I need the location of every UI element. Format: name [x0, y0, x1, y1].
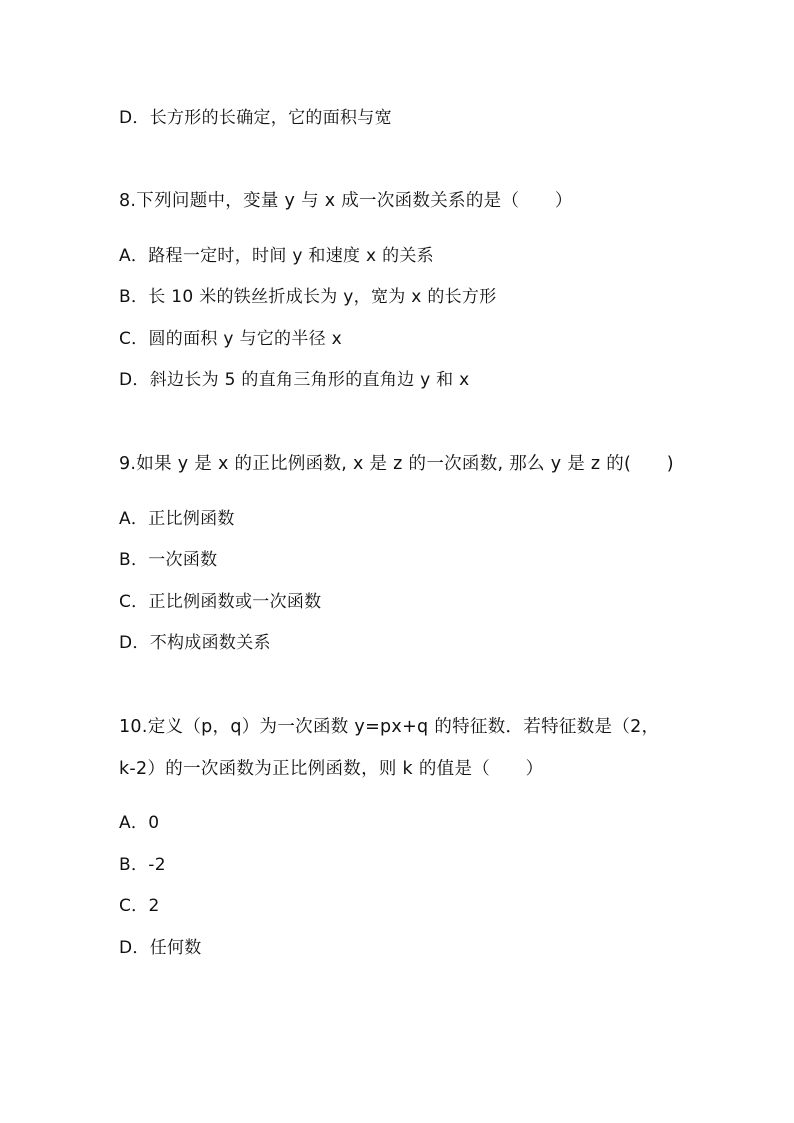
question-9: 9.如果 y 是 x 的正比例函数, x 是 z 的一次函数, 那么 y 是 z 的( )	[119, 454, 674, 474]
question-10-line-1: 10.定义（p，q）为一次函数 y=px+q 的特征数．若特征数是（2，	[119, 717, 660, 737]
q8-option-d: D．斜边长为 5 的直角三角形的直角边 y 和 x	[119, 370, 470, 390]
q10-option-a: A．0	[119, 813, 160, 833]
question-10-line-2: k-2）的一次函数为正比例函数，则 k 的值是（ ）	[119, 759, 544, 779]
question-8: 8.下列问题中，变量 y 与 x 成一次函数关系的是（ ）	[119, 191, 573, 211]
q10-option-c: C．2	[119, 896, 160, 916]
q9-option-b: B．一次函数	[119, 550, 218, 570]
q9-option-c: C．正比例函数或一次函数	[119, 592, 322, 612]
q8-option-c: C．圆的面积 y 与它的半径 x	[119, 329, 343, 349]
q8-option-a: A．路程一定时，时间 y 和速度 x 的关系	[119, 246, 434, 266]
q7-option-d: D．长方形的长确定，它的面积与宽	[119, 108, 392, 128]
q8-option-b: B．长 10 米的铁丝折成长为 y，宽为 x 的长方形	[119, 287, 497, 307]
q10-option-b: B．-2	[119, 855, 166, 875]
q9-option-d: D．不构成函数关系	[119, 633, 271, 653]
q9-option-a: A．正比例函数	[119, 509, 235, 529]
q10-option-d: D．任何数	[119, 938, 202, 958]
